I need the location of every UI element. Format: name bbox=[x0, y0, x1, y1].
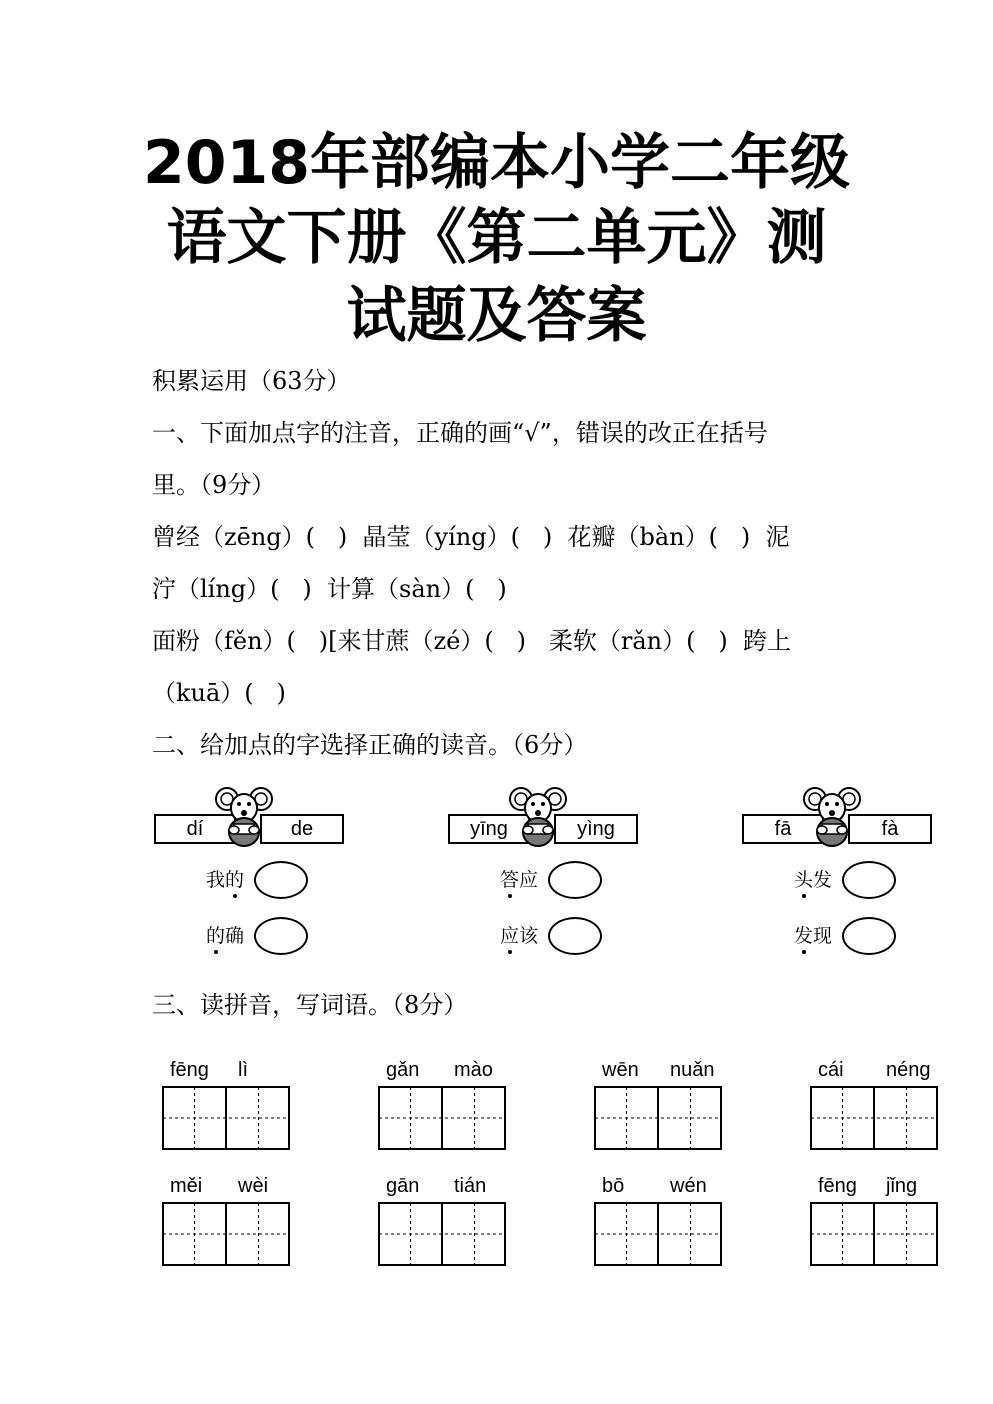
pinyin-syllable: tián bbox=[454, 1175, 487, 1197]
tianzige-writing-grid[interactable] bbox=[378, 1202, 506, 1266]
dotted-char: 应 bbox=[500, 925, 520, 947]
answer-oval[interactable] bbox=[548, 861, 602, 899]
pinyin-syllable: mào bbox=[454, 1059, 493, 1081]
word-writing-item bbox=[810, 1174, 938, 1264]
tianzige-writing-grid[interactable] bbox=[162, 1086, 290, 1150]
pinyin-syllable: gān bbox=[386, 1175, 420, 1197]
word-writing-item bbox=[594, 1174, 722, 1264]
tianzige-writing-grid[interactable] bbox=[162, 1202, 290, 1266]
pinyin-syllable: wēn bbox=[602, 1059, 639, 1081]
pinyin-syllable: wèi bbox=[238, 1175, 269, 1197]
q1-row: 曾经（zēng）( ) 晶莹（yíng）( ) 花瓣（bàn）( ) 泥 bbox=[152, 523, 790, 551]
pronunciation-choice-group bbox=[154, 786, 344, 956]
q3-heading: 三、读拼音，写词语。（8分） bbox=[152, 991, 468, 1019]
pinyin-syllable: nuǎn bbox=[670, 1059, 715, 1081]
word-writing-item bbox=[162, 1058, 290, 1148]
word-1: 答应 bbox=[500, 869, 539, 891]
dotted-char: 答 bbox=[500, 869, 520, 891]
pinyin-syllable: měi bbox=[170, 1175, 203, 1197]
pinyin-syllable: gǎn bbox=[386, 1059, 420, 1081]
answer-oval[interactable] bbox=[548, 917, 602, 955]
answer-oval[interactable] bbox=[842, 861, 896, 899]
answer-oval[interactable] bbox=[254, 917, 308, 955]
pinyin-syllable: fēng bbox=[818, 1175, 857, 1197]
tianzige-writing-grid[interactable] bbox=[594, 1086, 722, 1150]
page-title-line-3: 试题及答案 bbox=[346, 281, 647, 351]
pinyin-syllable: fēng bbox=[170, 1059, 209, 1081]
word-2: 应该 bbox=[500, 925, 539, 947]
word-writing-item bbox=[378, 1174, 506, 1264]
dotted-char: 头 bbox=[794, 869, 814, 891]
pinyin-syllable: néng bbox=[886, 1059, 931, 1081]
word-writing-item bbox=[810, 1058, 938, 1148]
mouse-illustration bbox=[802, 786, 862, 848]
tianzige-writing-grid[interactable] bbox=[378, 1086, 506, 1150]
tianzige-writing-grid[interactable] bbox=[594, 1202, 722, 1266]
pinyin-syllable: wén bbox=[670, 1175, 707, 1197]
tianzige-writing-grid[interactable] bbox=[810, 1086, 938, 1150]
word-writing-item bbox=[162, 1174, 290, 1264]
word-writing-item bbox=[378, 1058, 506, 1148]
answer-oval[interactable] bbox=[842, 917, 896, 955]
pinyin-option-right: yìng bbox=[554, 814, 638, 844]
dotted-char: 的 bbox=[225, 869, 245, 891]
q1-row: 泞（líng）( ) 计算（sàn）( ) bbox=[152, 575, 507, 603]
page-title-line-2: 语文下册《第二单元》测 bbox=[166, 203, 827, 273]
word-2: 的确 bbox=[206, 925, 245, 947]
dotted-char: 发 bbox=[794, 925, 814, 947]
q1-row: 面粉（fěn）( )[来甘蔗（zé）( ) 柔软（rǎn）( ) 跨上 bbox=[152, 627, 791, 655]
q1-row: （kuā）( ) bbox=[152, 679, 286, 707]
tianzige-writing-grid[interactable] bbox=[810, 1202, 938, 1266]
pinyin-option-right: de bbox=[260, 814, 344, 844]
pinyin-option-left: yīng bbox=[448, 814, 530, 844]
word-1: 头发 bbox=[794, 869, 833, 891]
section-heading: 积累运用（63分） bbox=[152, 367, 351, 395]
pinyin-syllable: jǐng bbox=[886, 1175, 918, 1197]
mouse-illustration bbox=[214, 786, 274, 848]
word-2: 发现 bbox=[794, 925, 833, 947]
dotted-char: 的 bbox=[206, 925, 226, 947]
pinyin-syllable: cái bbox=[818, 1059, 844, 1081]
word-writing-item bbox=[594, 1058, 722, 1148]
q1-heading-cont: 里。（9分） bbox=[152, 471, 276, 499]
pinyin-option-right: fà bbox=[848, 814, 932, 844]
answer-oval[interactable] bbox=[254, 861, 308, 899]
q1-heading: 一、下面加点字的注音，正确的画“√”，错误的改正在括号 bbox=[152, 419, 768, 447]
pinyin-syllable: bō bbox=[602, 1175, 625, 1197]
pinyin-option-left: dí bbox=[154, 814, 236, 844]
q2-heading: 二、给加点的字选择正确的读音。（6分） bbox=[152, 731, 588, 759]
page-title-line-1: 2018年部编本小学二年级 bbox=[143, 128, 850, 198]
pinyin-syllable: lì bbox=[238, 1059, 248, 1081]
pronunciation-choice-group bbox=[742, 786, 932, 956]
pronunciation-choice-group bbox=[448, 786, 638, 956]
pinyin-option-left: fā bbox=[742, 814, 824, 844]
word-1: 我的 bbox=[206, 869, 245, 891]
mouse-illustration bbox=[508, 786, 568, 848]
